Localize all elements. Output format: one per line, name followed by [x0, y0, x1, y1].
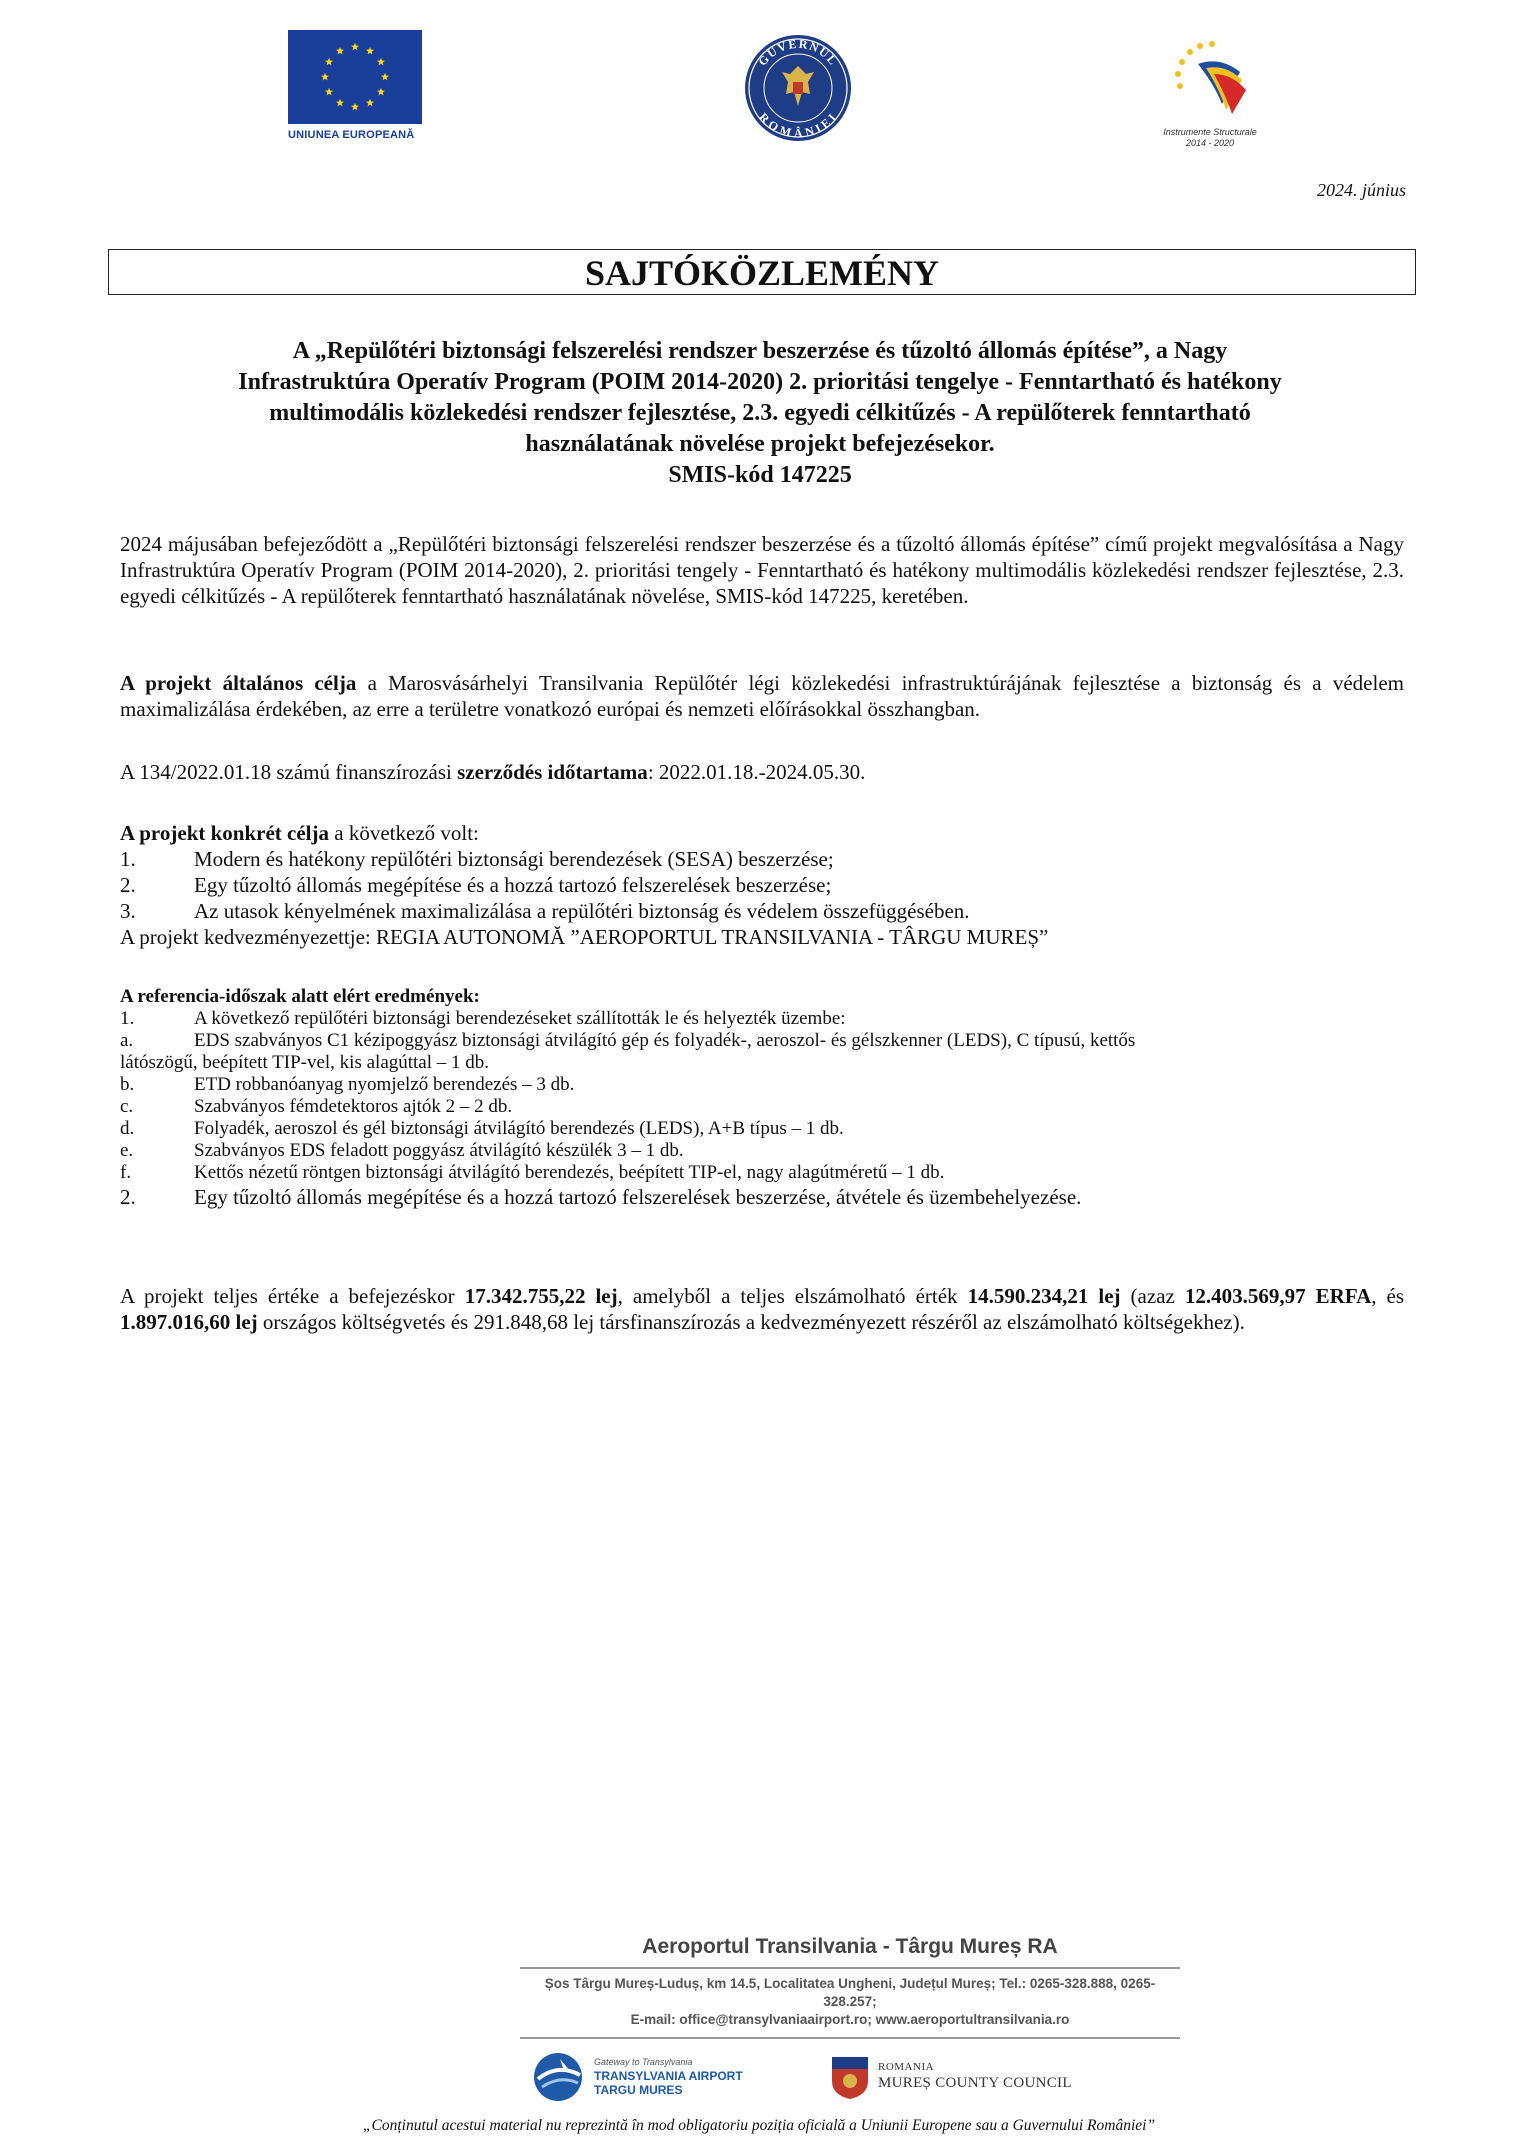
value-total: 17.342.755,22 lej [464, 1284, 618, 1308]
list-item-text: Az utasok kényelmének maximalizálása a repülőtéri biztonság és védelem összefüggésében. [194, 899, 970, 923]
results-intro [120, 1008, 1404, 1030]
airport-globe-icon [530, 2049, 586, 2105]
heading-line-3: multimodális közlekedési rendszer fejlesztése, 2.3. egyedi célkitűzés - A repülőterek fenntartható [269, 400, 1251, 426]
structural-instruments-icon [1160, 34, 1260, 122]
list-item-number: a. [120, 1030, 134, 1051]
heading-line-5: SMIS-kód 147225 [668, 462, 852, 488]
list-item-text: Modern és hatékony repülőtéri biztonsági berendezések (SESA) beszerzése; [194, 847, 834, 871]
council-country: ROMANIA [878, 2061, 935, 2073]
list-item-number: d. [120, 1118, 135, 1139]
list-item-number: 3. [120, 899, 136, 923]
heading-line-1: A „Repülőtéri biztonsági felszerelési rendszer beszerzése és tűzoltó állomás építése”, a Nagy [292, 338, 1228, 364]
general-goal-paragraph [120, 670, 1404, 722]
header-logos [0, 28, 1518, 158]
gov-arc-top: GUVERNUL [755, 36, 841, 69]
list-item-number: e. [120, 1140, 134, 1161]
value-erfa: 12.403.569,97 ERFA [1184, 1284, 1372, 1308]
airport-gateway-text: Gateway to Transylvania [594, 2057, 693, 2067]
list-item-number: 2. [120, 1185, 136, 1209]
specific-goal-rest: a következő volt: [329, 821, 479, 845]
specific-goal-intro [120, 820, 1404, 846]
airport-name-text: TRANSYLVANIA AIRPORT [594, 2069, 743, 2083]
footer-logos [520, 2049, 1180, 2109]
list-item-number: 1. [120, 1008, 135, 1029]
airport-logo-text [594, 2055, 743, 2097]
footer-email: E-mail: office@transylvaniaairport.ro; www.aeroportultransilvania.ro [630, 2012, 1070, 2027]
value-text-1: A projekt teljes értéke a befejezéskor [120, 1284, 465, 1308]
heading-line-4: használatának növelése projekt befejezésekor. [525, 431, 995, 457]
eu-flag-icon [288, 30, 422, 124]
list-item-text: Szabványos EDS feladott poggyász átvilágító készülék 3 – 1 db. [194, 1140, 684, 1161]
value-national: 1.897.016,60 lej [120, 1310, 258, 1334]
list-item-text: Egy tűzoltó állomás megépítése és a hozzá tartozó felszerelések beszerzése; [194, 873, 832, 897]
contract-label: szerződés időtartama [457, 760, 648, 784]
eu-caption: UNIUNEA EUROPEANĂ [288, 129, 415, 141]
results-heading: A referencia-időszak alatt elért eredmények: [120, 986, 480, 1007]
list-item-text: ETD robbanóanyag nyomjelző berendezés – 3 db. [194, 1074, 575, 1095]
specific-goal-label: A projekt konkrét célja [120, 821, 330, 845]
list-item-number: f. [120, 1162, 132, 1183]
airport-city-text: TARGU MURES [594, 2083, 683, 2097]
council-logo-text [878, 2059, 1072, 2091]
is-caption-2: 2014 - 2020 [1185, 138, 1235, 148]
contract-pre: A 134/2022.01.18 számú finanszírozási [120, 760, 458, 784]
value-text-4: , és [1371, 1284, 1405, 1308]
mures-county-council-logo [830, 2053, 1130, 2105]
project-heading [120, 336, 1400, 491]
council-name: MUREȘ COUNTY COUNCIL [878, 2075, 1072, 2091]
specific-goal-section [120, 820, 1404, 950]
government-of-romania-logo [742, 32, 854, 144]
contract-duration-paragraph [120, 759, 1404, 785]
structural-instruments-logo [1145, 34, 1275, 158]
county-coat-of-arms-icon [830, 2053, 870, 2101]
value-text-2: , amelyből a teljes elszámolható érték [617, 1284, 968, 1308]
footer-divider [520, 1967, 1180, 1969]
contract-post: : 2022.01.18.-2024.05.30. [647, 760, 866, 784]
value-text-5: országos költségvetés és 291.848,68 lej társfinanszírozás a kedvezményezett részéről az elszámolható költségekhez). [257, 1310, 1245, 1334]
gov-arc-bottom: ROMÂNIEI [756, 109, 840, 141]
list-item-number: 2. [120, 873, 136, 897]
result-item [120, 1030, 1404, 1052]
document-title: SAJTÓKÖZLEMÉNY [108, 249, 1416, 295]
footer-address: Șos Târgu Mureș-Luduș, km 14.5, Localitatea Ungheni, Județul Mureș; Tel.: 0265-328.888, 0265-328.257; [544, 1976, 1156, 2009]
results-section [120, 986, 1404, 1210]
result-item [120, 1140, 1404, 1162]
list-item [120, 846, 1404, 872]
list-item [120, 872, 1404, 898]
list-item-text: Folyadék, aeroszol és gél biztonsági átvilágító berendezés (LEDS), A+B típus – 1 db. [194, 1118, 844, 1139]
list-item-text: EDS szabványos C1 kézipoggyász biztonsági átvilágító gép és folyadék-, aeroszol- és gélszkenner (LEDS), C típusú, kettős [194, 1030, 1136, 1051]
footer-company-name: Aeroportul Transilvania - Târgu Mureș RA [642, 1935, 1058, 1958]
list-item-text: A következő repülőtéri biztonsági berendezéseket szállították le és helyezték üzembe: [194, 1008, 846, 1029]
result-item [120, 1074, 1404, 1096]
document-date: 2024. június [1316, 180, 1406, 200]
intro-paragraph: 2024 májusában befejeződött a „Repülőtéri biztonsági felszerelési rendszer beszerzése és a tűzoltó állomás építése” című projekt megvalósítása a Nagy Infrastruktúra Operatív Program (POIM 2014-2020), 2. prioritási tengely - Fenntartható és hatékony multimodális közlekedési rendszer fejlesztése, 2.3. egyedi célkitűzés - A repülőterek fenntartható használatának növelése, SMIS-kód 147225, keretében. [120, 532, 1404, 608]
value-text-3: (azaz [1120, 1284, 1185, 1308]
list-item [120, 898, 1404, 924]
result-item [120, 1118, 1404, 1140]
result-item-continuation: látószögű, beépített TIP-vel, kis alagúttal – 1 db. [120, 1052, 490, 1073]
value-eligible: 14.590.234,21 lej [967, 1284, 1121, 1308]
list-item-text: Szabványos fémdetektoros ajtók 2 – 2 db. [194, 1096, 513, 1117]
footer-divider [520, 2037, 1180, 2039]
list-item-number: 1. [120, 847, 136, 871]
general-goal-text: a Marosvásárhelyi Transilvania Repülőtér légi közlekedési infrastruktúrájának fejlesztése a biztonság és a védelem maximalizálása érdekében, az erre a területre vonatkozó európai és nemzeti előírásokkal összhangban. [120, 671, 1404, 721]
list-item-number: b. [120, 1074, 135, 1095]
is-caption-1: Instrumente Structurale [1163, 127, 1257, 137]
list-item-text: Egy tűzoltó állomás megépítése és a hozzá tartozó felszerelések beszerzése, átvétele és üzembehelyezése. [194, 1185, 1082, 1209]
eu-logo [288, 30, 426, 150]
disclaimer: „Conținutul acestui material nu reprezintă în mod obligatoriu poziția oficială a Uniunii Europene sau a Guvernului României” [362, 2117, 1156, 2134]
result-item [120, 1162, 1404, 1184]
list-item-text: Kettős nézetű röntgen biztonsági átvilágító berendezés, beépített TIP-el, nagy alagútméretű – 1 db. [194, 1162, 945, 1183]
project-value-paragraph [120, 1283, 1404, 1335]
list-item-number: c. [120, 1096, 134, 1117]
result-item [120, 1096, 1404, 1118]
general-goal-label: A projekt általános célja [120, 671, 357, 695]
beneficiary-line: A projekt kedvezményezettje: REGIA AUTONOMĂ ”AEROPORTUL TRANSILVANIA - TÂRGU MUREȘ” [120, 925, 1049, 949]
footer [520, 1935, 1180, 2109]
heading-line-2: Infrastruktúra Operatív Program (POIM 2014-2020) 2. prioritási tengelye - Fenntartható és hatékony [238, 369, 1282, 395]
result-item-final [120, 1184, 1404, 1210]
transylvania-airport-logo [530, 2049, 770, 2105]
